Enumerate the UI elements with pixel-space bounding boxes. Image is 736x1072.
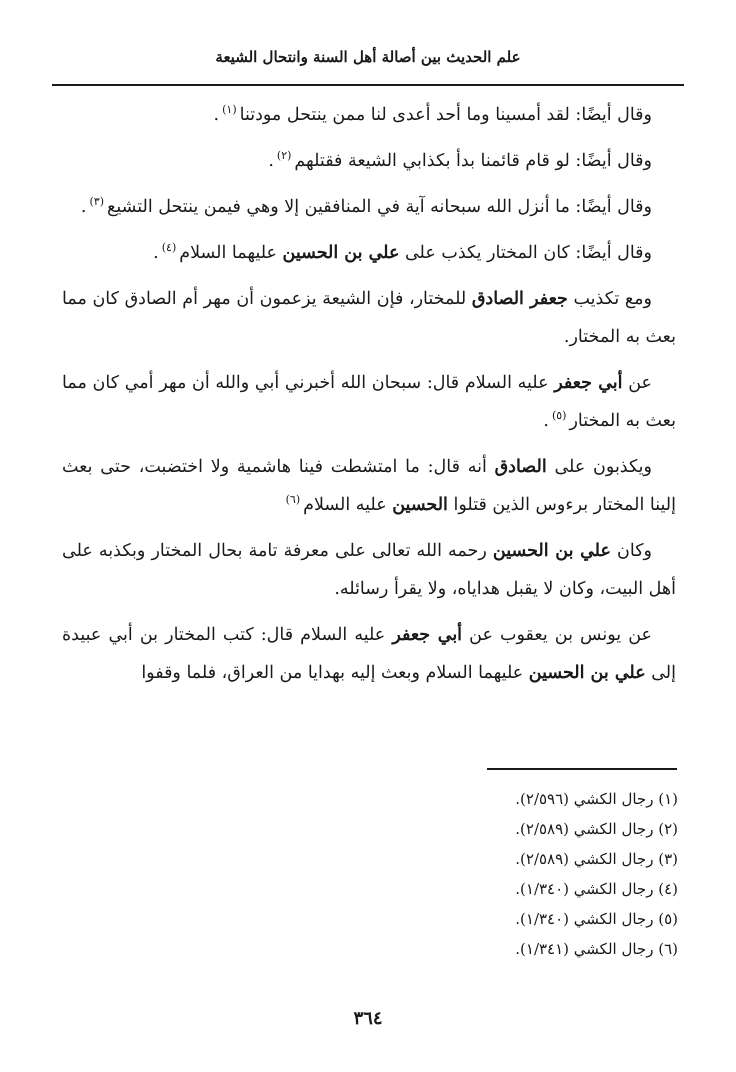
text-segment: ومع تكذيب bbox=[567, 289, 653, 309]
body-paragraph bbox=[62, 616, 676, 692]
footnote-marker: (١) bbox=[222, 103, 237, 117]
bold-name: الصادق bbox=[494, 457, 547, 477]
footnote-item: (٦) رجال الكشي (١/٣٤١). bbox=[515, 940, 678, 958]
text-segment: وقال أيضًا: لو قام قائمنا بدأ بكذابي الشيعة فقتلهم bbox=[294, 151, 652, 171]
text-segment: . bbox=[268, 151, 274, 171]
text-segment: . bbox=[80, 197, 87, 217]
text-segment: عليه السلام bbox=[303, 495, 393, 515]
bold-name: أبي جعفر bbox=[554, 373, 623, 393]
body-paragraph bbox=[62, 188, 676, 226]
page-number: ٣٦٤ bbox=[353, 1008, 383, 1029]
footnote-marker: (٢) bbox=[276, 149, 292, 163]
text-segment: رحمه الله تعالى على معرفة تامة بحال المختار وبكذبه على أهل البيت، وكان لا يقبل هداياه، ولا يقرأ رسائله. bbox=[62, 541, 676, 599]
footnote-marker: (٤) bbox=[161, 241, 177, 255]
footnote-item: (٤) رجال الكشي (١/٣٤٠). bbox=[515, 880, 678, 898]
text-segment: عليه السلام قال: كتب المختار بن أبي عبيدة إلى bbox=[62, 625, 676, 683]
footnote-marker: (٥) bbox=[551, 409, 567, 423]
text-segment: . bbox=[543, 411, 549, 431]
text-segment: . bbox=[153, 243, 159, 263]
text-segment: ويكذبون على bbox=[546, 457, 652, 477]
footnote-rule bbox=[487, 768, 677, 770]
footnotes bbox=[60, 784, 680, 964]
text-segment: عليه السلام قال: سبحان الله أخبرني أبي والله أن مهر أمي كان مما بعث به المختار bbox=[62, 373, 676, 431]
body-paragraph bbox=[62, 280, 676, 356]
footnote-item: (١) رجال الكشي (٢/٥٩٦). bbox=[515, 790, 678, 808]
footnote-item: (٢) رجال الكشي (٢/٥٨٩). bbox=[515, 820, 678, 838]
text-segment: أنه قال: ما امتشطت فينا هاشمية ولا اختضبت، حتى بعث إلينا المختار برءوس الذين قتلوا bbox=[62, 457, 676, 515]
text-segment: وقال أيضًا: ما أنزل الله سبحانه آية في المنافقين إلا وهي فيمن ينتحل التشيع bbox=[107, 197, 652, 217]
bold-name: جعفر الصادق bbox=[471, 289, 568, 309]
body-paragraph bbox=[62, 96, 676, 134]
body-paragraph bbox=[62, 364, 676, 440]
bold-name: علي بن الحسين bbox=[528, 663, 646, 683]
header-rule bbox=[52, 84, 684, 86]
footnote-marker: (٦) bbox=[285, 493, 301, 507]
bold-name: أبي جعفر bbox=[392, 625, 463, 645]
text-segment: عن bbox=[622, 373, 652, 393]
bold-name: علي بن الحسين bbox=[492, 541, 611, 561]
text-segment: للمختار، فإن الشيعة يزعمون أن مهر أم الصادق كان مما بعث به المختار. bbox=[62, 289, 676, 347]
text-segment: وقال أيضًا: لقد أمسينا وما أحد أعدى لنا ممن ينتحل مودتنا bbox=[239, 105, 652, 125]
bold-name: الحسين bbox=[392, 495, 448, 515]
text-segment: وقال أيضًا: كان المختار يكذب على bbox=[399, 243, 652, 263]
body-text bbox=[62, 96, 676, 700]
text-segment: . bbox=[213, 105, 220, 125]
footnote-item: (٣) رجال الكشي (٢/٥٨٩). bbox=[515, 850, 678, 868]
text-segment: عن يونس بن يعقوب عن bbox=[462, 625, 652, 645]
body-paragraph bbox=[62, 448, 676, 524]
bold-name: علي بن الحسين bbox=[282, 243, 400, 263]
body-paragraph bbox=[62, 532, 676, 608]
running-head: علم الحديث بين أصالة أهل السنة وانتحال الشيعة bbox=[215, 48, 521, 66]
footnote-marker: (٣) bbox=[89, 195, 104, 209]
text-segment: عليهما السلام bbox=[179, 243, 283, 263]
text-segment: عليهما السلام وبعث إليه بهدايا من العراق، فلما وقفوا bbox=[141, 663, 529, 683]
text-segment: وكان bbox=[610, 541, 652, 561]
body-paragraph bbox=[62, 142, 676, 180]
footnote-item: (٥) رجال الكشي (١/٣٤٠). bbox=[515, 910, 678, 928]
body-paragraph bbox=[62, 234, 676, 272]
